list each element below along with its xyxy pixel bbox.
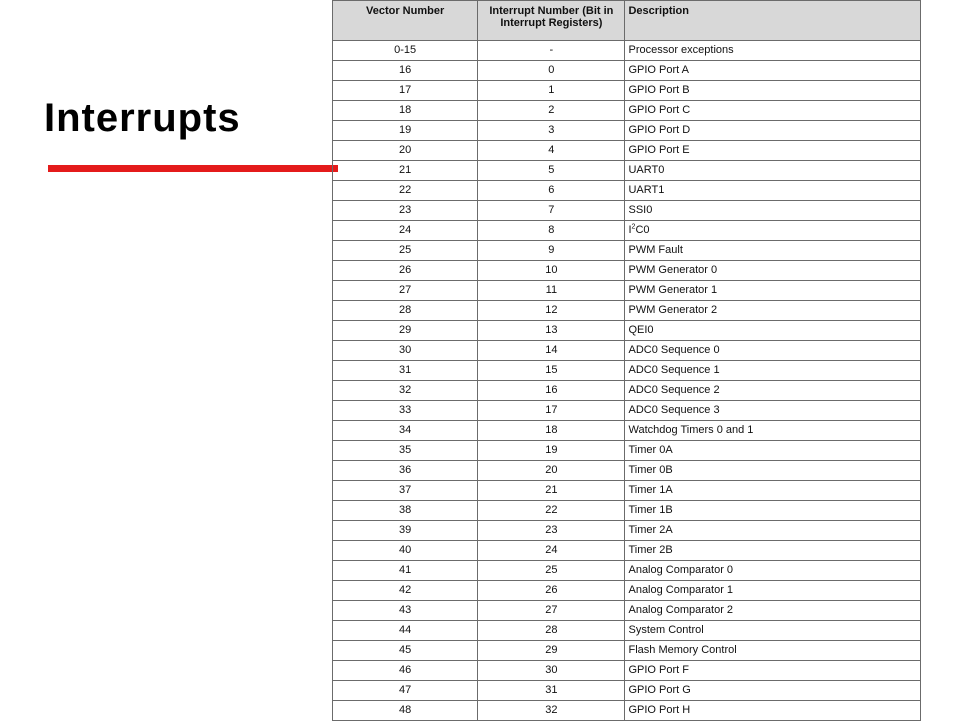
interrupt-number-cell: 0 (478, 61, 625, 81)
vector-number-cell: 23 (333, 201, 478, 221)
vector-number-cell: 46 (333, 661, 478, 681)
interrupt-number-cell: 5 (478, 161, 625, 181)
vector-number-cell: 48 (333, 701, 478, 721)
vector-number-cell: 37 (333, 481, 478, 501)
description-cell: Timer 1B (625, 501, 921, 521)
table-row (333, 341, 921, 361)
interrupt-number-cell: 7 (478, 201, 625, 221)
table-row (333, 161, 921, 181)
description-cell: UART0 (625, 161, 921, 181)
vector-number-cell: 27 (333, 281, 478, 301)
description-cell: Timer 0A (625, 441, 921, 461)
description-cell: GPIO Port B (625, 81, 921, 101)
vector-number-cell: 41 (333, 561, 478, 581)
vector-number-cell: 18 (333, 101, 478, 121)
table-row (333, 601, 921, 621)
vector-number-cell: 28 (333, 301, 478, 321)
table-row (333, 561, 921, 581)
vector-number-cell: 44 (333, 621, 478, 641)
interrupt-vector-table (332, 0, 921, 721)
table-row (333, 61, 921, 81)
table-row (333, 521, 921, 541)
vector-number-cell: 19 (333, 121, 478, 141)
table-row (333, 581, 921, 601)
description-cell: ADC0 Sequence 1 (625, 361, 921, 381)
interrupt-number-cell: 29 (478, 641, 625, 661)
description-cell: Timer 1A (625, 481, 921, 501)
table-row (333, 261, 921, 281)
table-row (333, 461, 921, 481)
description-cell: $I^2C0$ (625, 221, 921, 241)
vector-number-cell: 34 (333, 421, 478, 441)
description-cell: GPIO Port H (625, 701, 921, 721)
table-row (333, 201, 921, 221)
interrupt-number-cell: 4 (478, 141, 625, 161)
interrupt-number-cell: 6 (478, 181, 625, 201)
description-cell: PWM Generator 2 (625, 301, 921, 321)
table-row (333, 541, 921, 561)
table-row (333, 481, 921, 501)
vector-number-cell: 26 (333, 261, 478, 281)
interrupt-number-cell: - (478, 41, 625, 61)
description-cell: PWM Generator 0 (625, 261, 921, 281)
vector-number-cell: 43 (333, 601, 478, 621)
description-cell: PWM Fault (625, 241, 921, 261)
vector-number-cell: 21 (333, 161, 478, 181)
interrupt-number-cell: 18 (478, 421, 625, 441)
table-row (333, 381, 921, 401)
vector-number-cell: 16 (333, 61, 478, 81)
description-cell: QEI0 (625, 321, 921, 341)
description-cell: GPIO Port D (625, 121, 921, 141)
table-row (333, 421, 921, 441)
interrupt-number-cell: 23 (478, 521, 625, 541)
vector-number-cell: 20 (333, 141, 478, 161)
interrupt-number-cell: 15 (478, 361, 625, 381)
table-row (333, 181, 921, 201)
description-cell: Flash Memory Control (625, 641, 921, 661)
vector-number-cell: 36 (333, 461, 478, 481)
vector-number-cell: 47 (333, 681, 478, 701)
table-row (333, 441, 921, 461)
table-row (333, 281, 921, 301)
table-row (333, 501, 921, 521)
table-row (333, 301, 921, 321)
interrupt-table-container (332, 0, 922, 721)
interrupt-number-cell: 26 (478, 581, 625, 601)
interrupt-number-cell: 8 (478, 221, 625, 241)
interrupt-number-cell: 17 (478, 401, 625, 421)
vector-number-cell: 0-15 (333, 41, 478, 61)
vector-number-cell: 42 (333, 581, 478, 601)
description-cell: Processor exceptions (625, 41, 921, 61)
title-underline-bar (48, 165, 338, 172)
vector-number-cell: 31 (333, 361, 478, 381)
header-description: Description (625, 1, 921, 41)
header-vector-number: Vector Number (333, 1, 478, 41)
interrupt-number-cell: 24 (478, 541, 625, 561)
vector-number-cell: 24 (333, 221, 478, 241)
interrupt-number-cell: 9 (478, 241, 625, 261)
vector-number-cell: 17 (333, 81, 478, 101)
vector-number-cell: 39 (333, 521, 478, 541)
description-cell: GPIO Port E (625, 141, 921, 161)
description-cell: System Control (625, 621, 921, 641)
description-cell: GPIO Port C (625, 101, 921, 121)
description-cell: Timer 2B (625, 541, 921, 561)
description-cell: Timer 2A (625, 521, 921, 541)
interrupt-number-cell: 2 (478, 101, 625, 121)
interrupt-number-cell: 10 (478, 261, 625, 281)
interrupt-number-cell: 12 (478, 301, 625, 321)
interrupt-number-cell: 22 (478, 501, 625, 521)
interrupt-number-cell: 16 (478, 381, 625, 401)
interrupt-number-cell: 28 (478, 621, 625, 641)
description-cell: ADC0 Sequence 3 (625, 401, 921, 421)
description-cell: SSI0 (625, 201, 921, 221)
table-row (333, 101, 921, 121)
table-row (333, 221, 921, 241)
interrupt-number-cell: 3 (478, 121, 625, 141)
table-row (333, 41, 921, 61)
table-row (333, 621, 921, 641)
description-cell: Analog Comparator 0 (625, 561, 921, 581)
vector-number-cell: 29 (333, 321, 478, 341)
interrupt-number-cell: 27 (478, 601, 625, 621)
description-cell: UART1 (625, 181, 921, 201)
vector-number-cell: 22 (333, 181, 478, 201)
description-cell: GPIO Port G (625, 681, 921, 701)
description-cell: Timer 0B (625, 461, 921, 481)
description-cell: ADC0 Sequence 2 (625, 381, 921, 401)
vector-number-cell: 45 (333, 641, 478, 661)
interrupt-number-cell: 13 (478, 321, 625, 341)
slide-title: Interrupts (44, 96, 241, 140)
interrupt-number-cell: 31 (478, 681, 625, 701)
table-row (333, 641, 921, 661)
interrupt-number-cell: 11 (478, 281, 625, 301)
table-row (333, 701, 921, 721)
interrupt-number-cell: 19 (478, 441, 625, 461)
table-row (333, 141, 921, 161)
table-row (333, 401, 921, 421)
vector-number-cell: 40 (333, 541, 478, 561)
interrupt-number-cell: 30 (478, 661, 625, 681)
description-cell: Analog Comparator 1 (625, 581, 921, 601)
description-cell: Analog Comparator 2 (625, 601, 921, 621)
description-cell: ADC0 Sequence 0 (625, 341, 921, 361)
table-row (333, 241, 921, 261)
table-header-row (333, 1, 921, 41)
interrupt-number-cell: 14 (478, 341, 625, 361)
vector-number-cell: 30 (333, 341, 478, 361)
description-cell: Watchdog Timers 0 and 1 (625, 421, 921, 441)
interrupt-number-cell: 32 (478, 701, 625, 721)
table-row (333, 661, 921, 681)
vector-number-cell: 33 (333, 401, 478, 421)
vector-number-cell: 32 (333, 381, 478, 401)
table-row (333, 321, 921, 341)
table-row (333, 361, 921, 381)
description-cell: PWM Generator 1 (625, 281, 921, 301)
table-row (333, 681, 921, 701)
header-interrupt-number: Interrupt Number (Bit in Interrupt Registers) (478, 1, 625, 41)
interrupt-number-cell: 1 (478, 81, 625, 101)
vector-number-cell: 35 (333, 441, 478, 461)
vector-number-cell: 38 (333, 501, 478, 521)
table-row (333, 121, 921, 141)
interrupt-number-cell: 25 (478, 561, 625, 581)
interrupt-number-cell: 20 (478, 461, 625, 481)
vector-number-cell: 25 (333, 241, 478, 261)
interrupt-number-cell: 21 (478, 481, 625, 501)
description-cell: GPIO Port F (625, 661, 921, 681)
table-row (333, 81, 921, 101)
description-cell: GPIO Port A (625, 61, 921, 81)
